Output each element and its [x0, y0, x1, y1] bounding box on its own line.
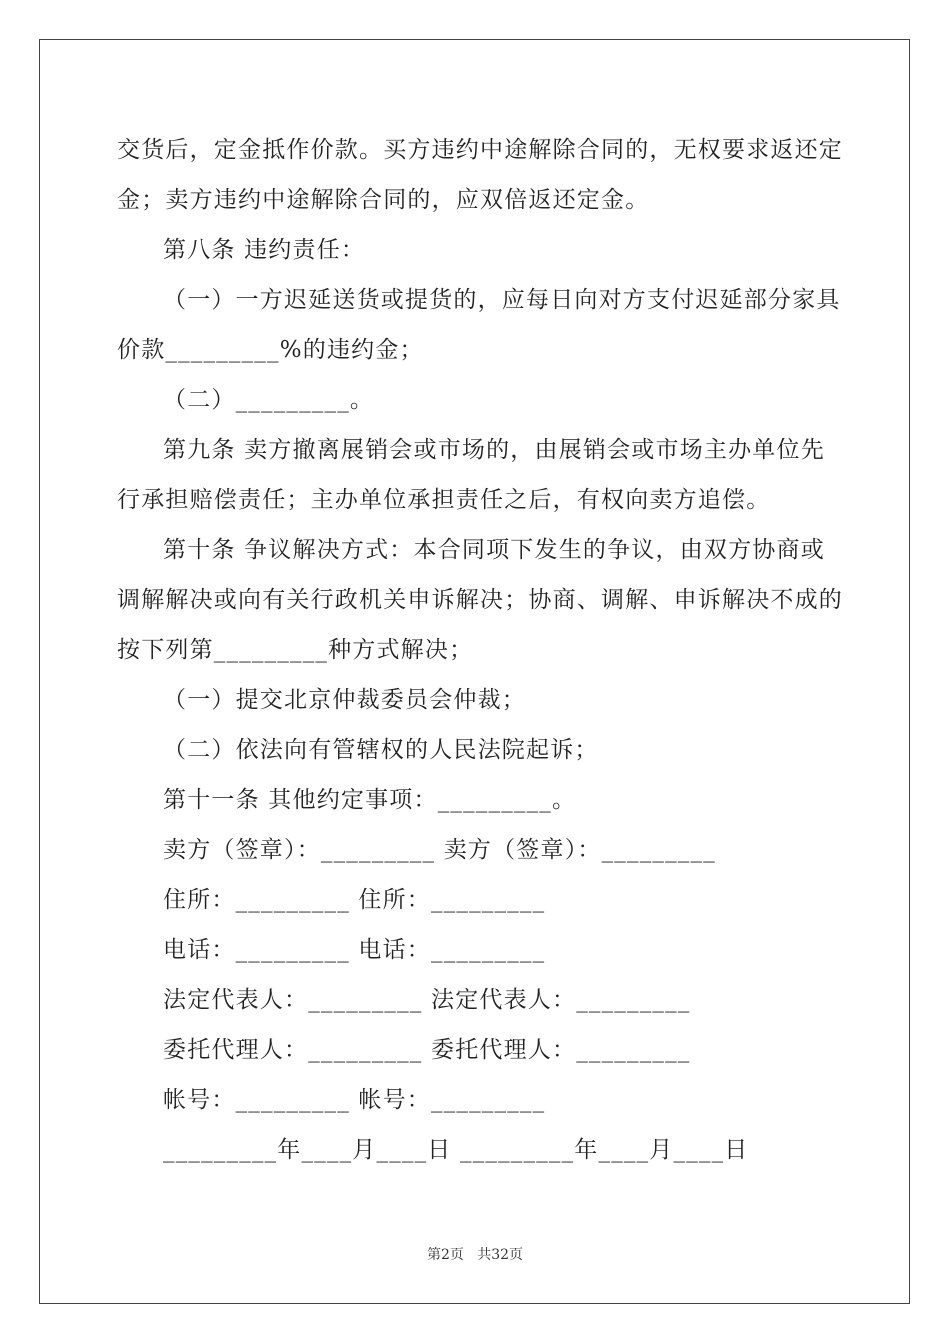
address-line: 住所：_________ 住所：_________ — [163, 887, 546, 913]
seller-signature-line: 卖方（签章）：_________ 卖方（签章）：_________ — [163, 837, 716, 863]
paragraph-line: 行承担赔偿责任；主办单位承担责任之后，有权向卖方追偿。 — [117, 487, 771, 513]
account-line: 帐号：_________ 帐号：_________ — [163, 1087, 546, 1113]
article-11-line: 第十一条 其他约定事项：_________。 — [163, 787, 577, 813]
article-8-heading: 第八条 违约责任： — [163, 237, 366, 263]
phone-line: 电话：_________ 电话：_________ — [163, 937, 546, 963]
paragraph-line: 调解解决或向有关行政机关申诉解决；协商、调解、申诉解决不成的 — [117, 587, 843, 613]
page-number-footer: 第2页 共32页 — [426, 1247, 524, 1263]
legal-representative-line: 法定代表人：_________ 法定代表人：_________ — [163, 987, 691, 1013]
date-line: _________年____月____日 _________年____月____日 — [163, 1137, 749, 1163]
paragraph-line: 交货后，定金抵作价款。买方违约中途解除合同的，无权要求返还定 — [117, 137, 843, 163]
article-9-line: 第九条 卖方撤离展销会或市场的，由展销会或市场主办单位先 — [163, 437, 825, 463]
paragraph-line: 金；卖方违约中途解除合同的，应双倍返还定金。 — [117, 187, 650, 213]
paragraph-line: 按下列第_________种方式解决； — [117, 637, 474, 663]
paragraph-line: （二）_________。 — [163, 387, 375, 413]
agent-line: 委托代理人：_________ 委托代理人：_________ — [163, 1037, 691, 1063]
paragraph-line: 价款_________%的违约金； — [117, 337, 424, 363]
paragraph-line: （二）依法向有管辖权的人民法院起诉； — [163, 737, 599, 763]
paragraph-line: （一）提交北京仲裁委员会仲裁； — [163, 687, 526, 713]
paragraph-line: （一）一方迟延送货或提货的，应每日向对方支付迟延部分家具 — [163, 287, 841, 313]
article-10-line: 第十条 争议解决方式：本合同项下发生的争议，由双方协商或 — [163, 537, 825, 563]
